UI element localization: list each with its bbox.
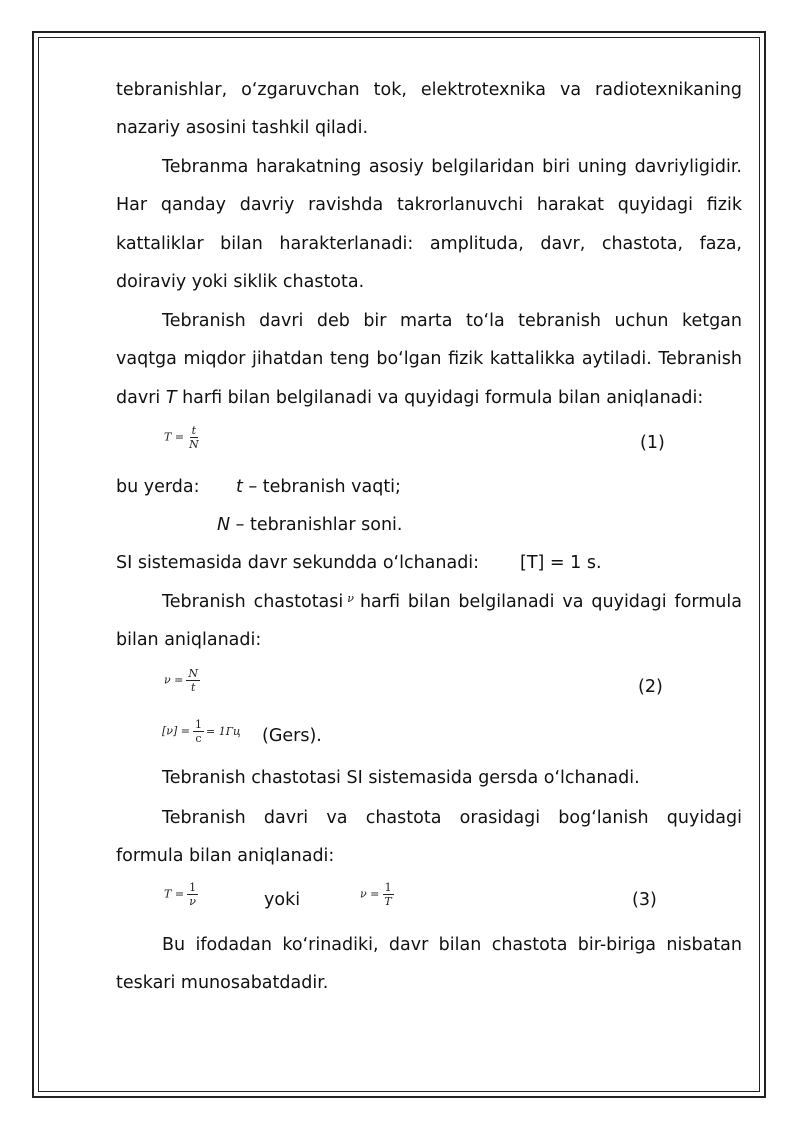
formula-1-fraction <box>187 424 201 451</box>
formula-unit-rhs: = 1Гц <box>205 724 241 738</box>
p2-line-3: kattaliklar bilan harakterlanadi: amplituda, davr, chastota, faza, <box>116 234 742 254</box>
p1-line-1: tebranishlar, o‘zgaruvchan tok, elektrotexnika va radiotexnikaning <box>116 80 742 100</box>
formula-unit-fraction <box>193 718 204 745</box>
formula-3b <box>360 881 394 908</box>
formula-3b-lhs: ν = <box>360 887 380 901</box>
p3-line-3b: harfi bilan belgilanadi va quyidagi formula bilan aniqlanadi: <box>176 388 704 408</box>
p3-line-1: Tebranish davri deb bir marta to‘la tebranish uchun ketgan <box>162 311 742 331</box>
formula-unit-lhs: [ν] = <box>162 724 190 738</box>
p4-line-1 <box>162 590 742 616</box>
p5: Tebranish chastotasi SI sistemasida gersda o‘lchanadi. <box>162 768 640 788</box>
equation-number-3: (3) <box>632 890 657 910</box>
formula-1-lhs: T = <box>164 430 185 444</box>
formula-2-lhs: ν = <box>164 673 184 687</box>
formula-3a <box>164 881 198 908</box>
p1-line-2: nazariy asosini tashkil qiladi. <box>116 118 369 138</box>
def-intro: bu yerda: <box>116 477 200 497</box>
formula-2-den: t <box>191 681 196 694</box>
var-N: N <box>217 515 231 535</box>
formula-unit-den: c <box>195 732 202 745</box>
si-period-text: SI sistemasida davr sekundda o‘lchanadi: <box>116 553 480 573</box>
formula-1-num: t <box>191 424 197 437</box>
equation-number-1: (1) <box>640 433 665 453</box>
formula-3a-den: ν <box>189 895 196 908</box>
def-n <box>217 513 402 537</box>
p3-line-3 <box>116 386 703 410</box>
p6-line-1: Tebranish davri va chastota orasidagi bog‘lanish quyidagi <box>162 808 742 828</box>
formula-3a-fraction <box>187 881 198 908</box>
formula-unit <box>162 718 241 745</box>
formula-3b-fraction <box>382 881 393 908</box>
formula-3b-den: T <box>384 895 392 908</box>
formula-unit-num: 1 <box>194 718 202 731</box>
p7-line-2: teskari munosabatdadir. <box>116 973 329 993</box>
p2-line-1: Tebranma harakatning asosiy belgilaridan biri uning davriyligidir. <box>162 157 742 177</box>
equation-number-2: (2) <box>638 677 663 697</box>
def-t-text: – tebranish vaqti; <box>242 477 401 497</box>
p4-line-2: bilan aniqlanadi: <box>116 630 262 650</box>
p2-line-2: Har qanday davriy ravishda takrorlanuvchi harakat quyidagi fizik <box>116 195 742 215</box>
def-n-text: – tebranishlar soni. <box>230 515 403 535</box>
p3-line-2: vaqtga miqdor jihatdan teng bo‘lgan fizik kattalikka aytiladi. Tebranish <box>116 349 742 369</box>
formula-1 <box>164 424 201 451</box>
si-period-unit: [T] = 1 s. <box>520 553 602 573</box>
formula-3a-lhs: T = <box>164 887 185 901</box>
formula-2-fraction <box>186 667 200 694</box>
formula-2-num: N <box>188 667 199 680</box>
formula-3a-num: 1 <box>189 881 197 894</box>
def-t <box>236 475 401 499</box>
p4-line-1b: harfi bilan belgilanadi va quyidagi formula <box>359 592 742 612</box>
var-nu-inline: ν <box>347 592 354 605</box>
unit-note: (Gers). <box>262 726 322 746</box>
p4-line-1a: Tebranish chastotasi <box>162 592 344 612</box>
p7-line-1: Bu ifodadan ko‘rinadiki, davr bilan chastota bir-biriga nisbatan <box>162 935 742 955</box>
var-t: t <box>236 477 243 497</box>
p2-line-4: doiraviy yoki siklik chastota. <box>116 272 365 292</box>
var-T: T <box>165 388 177 408</box>
yoki-word: yoki <box>264 890 301 910</box>
p6-line-2: formula bilan aniqlanadi: <box>116 846 335 866</box>
formula-2 <box>164 667 200 694</box>
p3-line-3a: davri <box>116 388 166 408</box>
formula-1-den: N <box>189 438 199 451</box>
formula-3b-num: 1 <box>384 881 392 894</box>
